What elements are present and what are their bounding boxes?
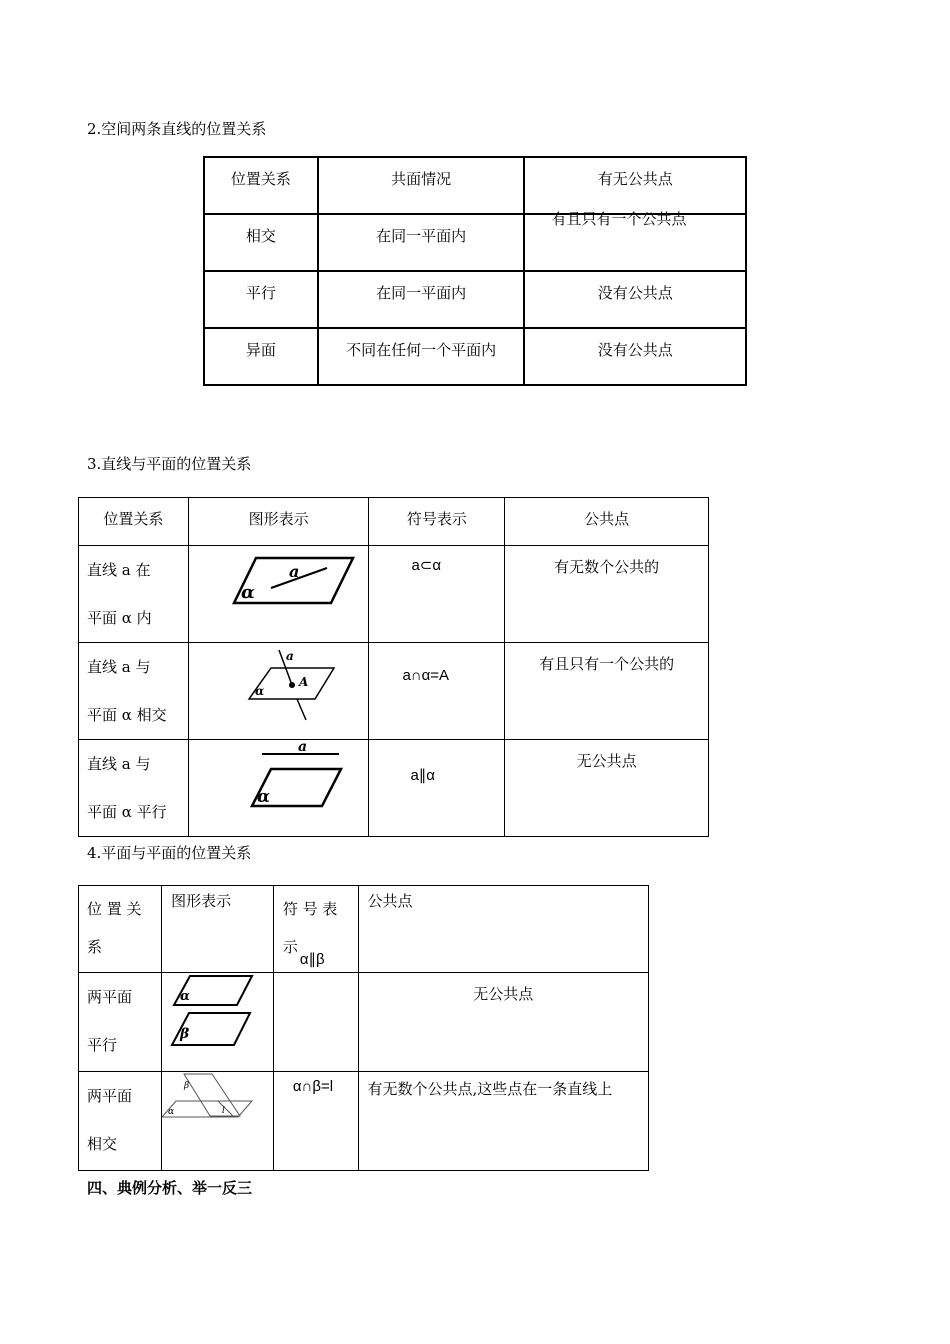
table-row: 直线 a 在 平面 α 内 α a a⊂α 有无数个公共的 — [79, 546, 709, 643]
svg-text:a: a — [288, 562, 300, 581]
header-cell: 符 号 表 示 α∥β — [273, 886, 358, 973]
header-cell: 位置关系 — [204, 157, 318, 214]
table-row: 平行 在同一平面内 没有公共点 — [204, 271, 746, 328]
svg-text:α: α — [254, 684, 265, 698]
table-row: 直线 a 与 平面 α 平行 a α a∥α 无公共点 — [79, 740, 709, 837]
section2-heading: 2.空间两条直线的位置关系 — [87, 120, 267, 138]
header-cell: 位置关系 — [79, 498, 189, 546]
intersecting-planes-figure — [162, 1072, 274, 1170]
plane-plane-table — [78, 885, 649, 1171]
header-cell: 公共点 — [358, 886, 649, 973]
overflow-text: 有且只有一个公共点 — [551, 210, 687, 228]
parallel-symbol: α∥β — [299, 951, 325, 968]
line-parallel-plane-figure — [189, 740, 369, 836]
svg-text:β: β — [180, 1026, 190, 1042]
svg-text:a: a — [297, 740, 307, 755]
svg-text:a: a — [285, 649, 294, 663]
section4-heading: 4.平面与平面的位置关系 — [87, 844, 252, 862]
header-cell: 公共点 — [505, 498, 709, 546]
header-cell: 图形表示 — [162, 886, 274, 973]
header-cell: 位 置 关 系 — [79, 886, 162, 973]
parallel-planes-figure — [162, 973, 274, 1071]
table-row: 两平面 平行 α β 无公共点 — [79, 973, 649, 1072]
svg-text:A: A — [298, 675, 309, 689]
svg-text:α: α — [256, 787, 270, 807]
two-lines-table — [203, 156, 747, 386]
table-row: 两平面 相交 β α l α∩β=l 有无数个公共点,这些点在一条直线上 — [79, 1072, 649, 1171]
table-row: 直线 a 与 平面 α 相交 a α A a∩α=A 有且只有一个公共的 — [79, 643, 709, 740]
line-in-plane-figure — [189, 546, 369, 642]
svg-text:l: l — [222, 1106, 226, 1116]
line-plane-table — [78, 497, 709, 837]
svg-text:α: α — [180, 989, 191, 1004]
line-intersect-plane-figure — [189, 643, 369, 739]
svg-text:α: α — [168, 1107, 175, 1117]
header-cell: 符号表示 — [369, 498, 505, 546]
section3-heading: 3.直线与平面的位置关系 — [87, 455, 252, 473]
svg-text:β: β — [184, 1081, 190, 1091]
table-row: 异面 不同在任何一个平面内 没有公共点 — [204, 328, 746, 385]
header-cell: 共面情况 — [318, 157, 525, 214]
table-row: 相交 在同一平面内 — [204, 214, 746, 271]
section5-heading: 四、典例分析、举一反三 — [87, 1179, 253, 1197]
header-cell: 图形表示 — [188, 498, 369, 546]
header-cell: 有无公共点 有且只有一个公共点 — [524, 157, 746, 214]
svg-text:α: α — [240, 582, 255, 603]
